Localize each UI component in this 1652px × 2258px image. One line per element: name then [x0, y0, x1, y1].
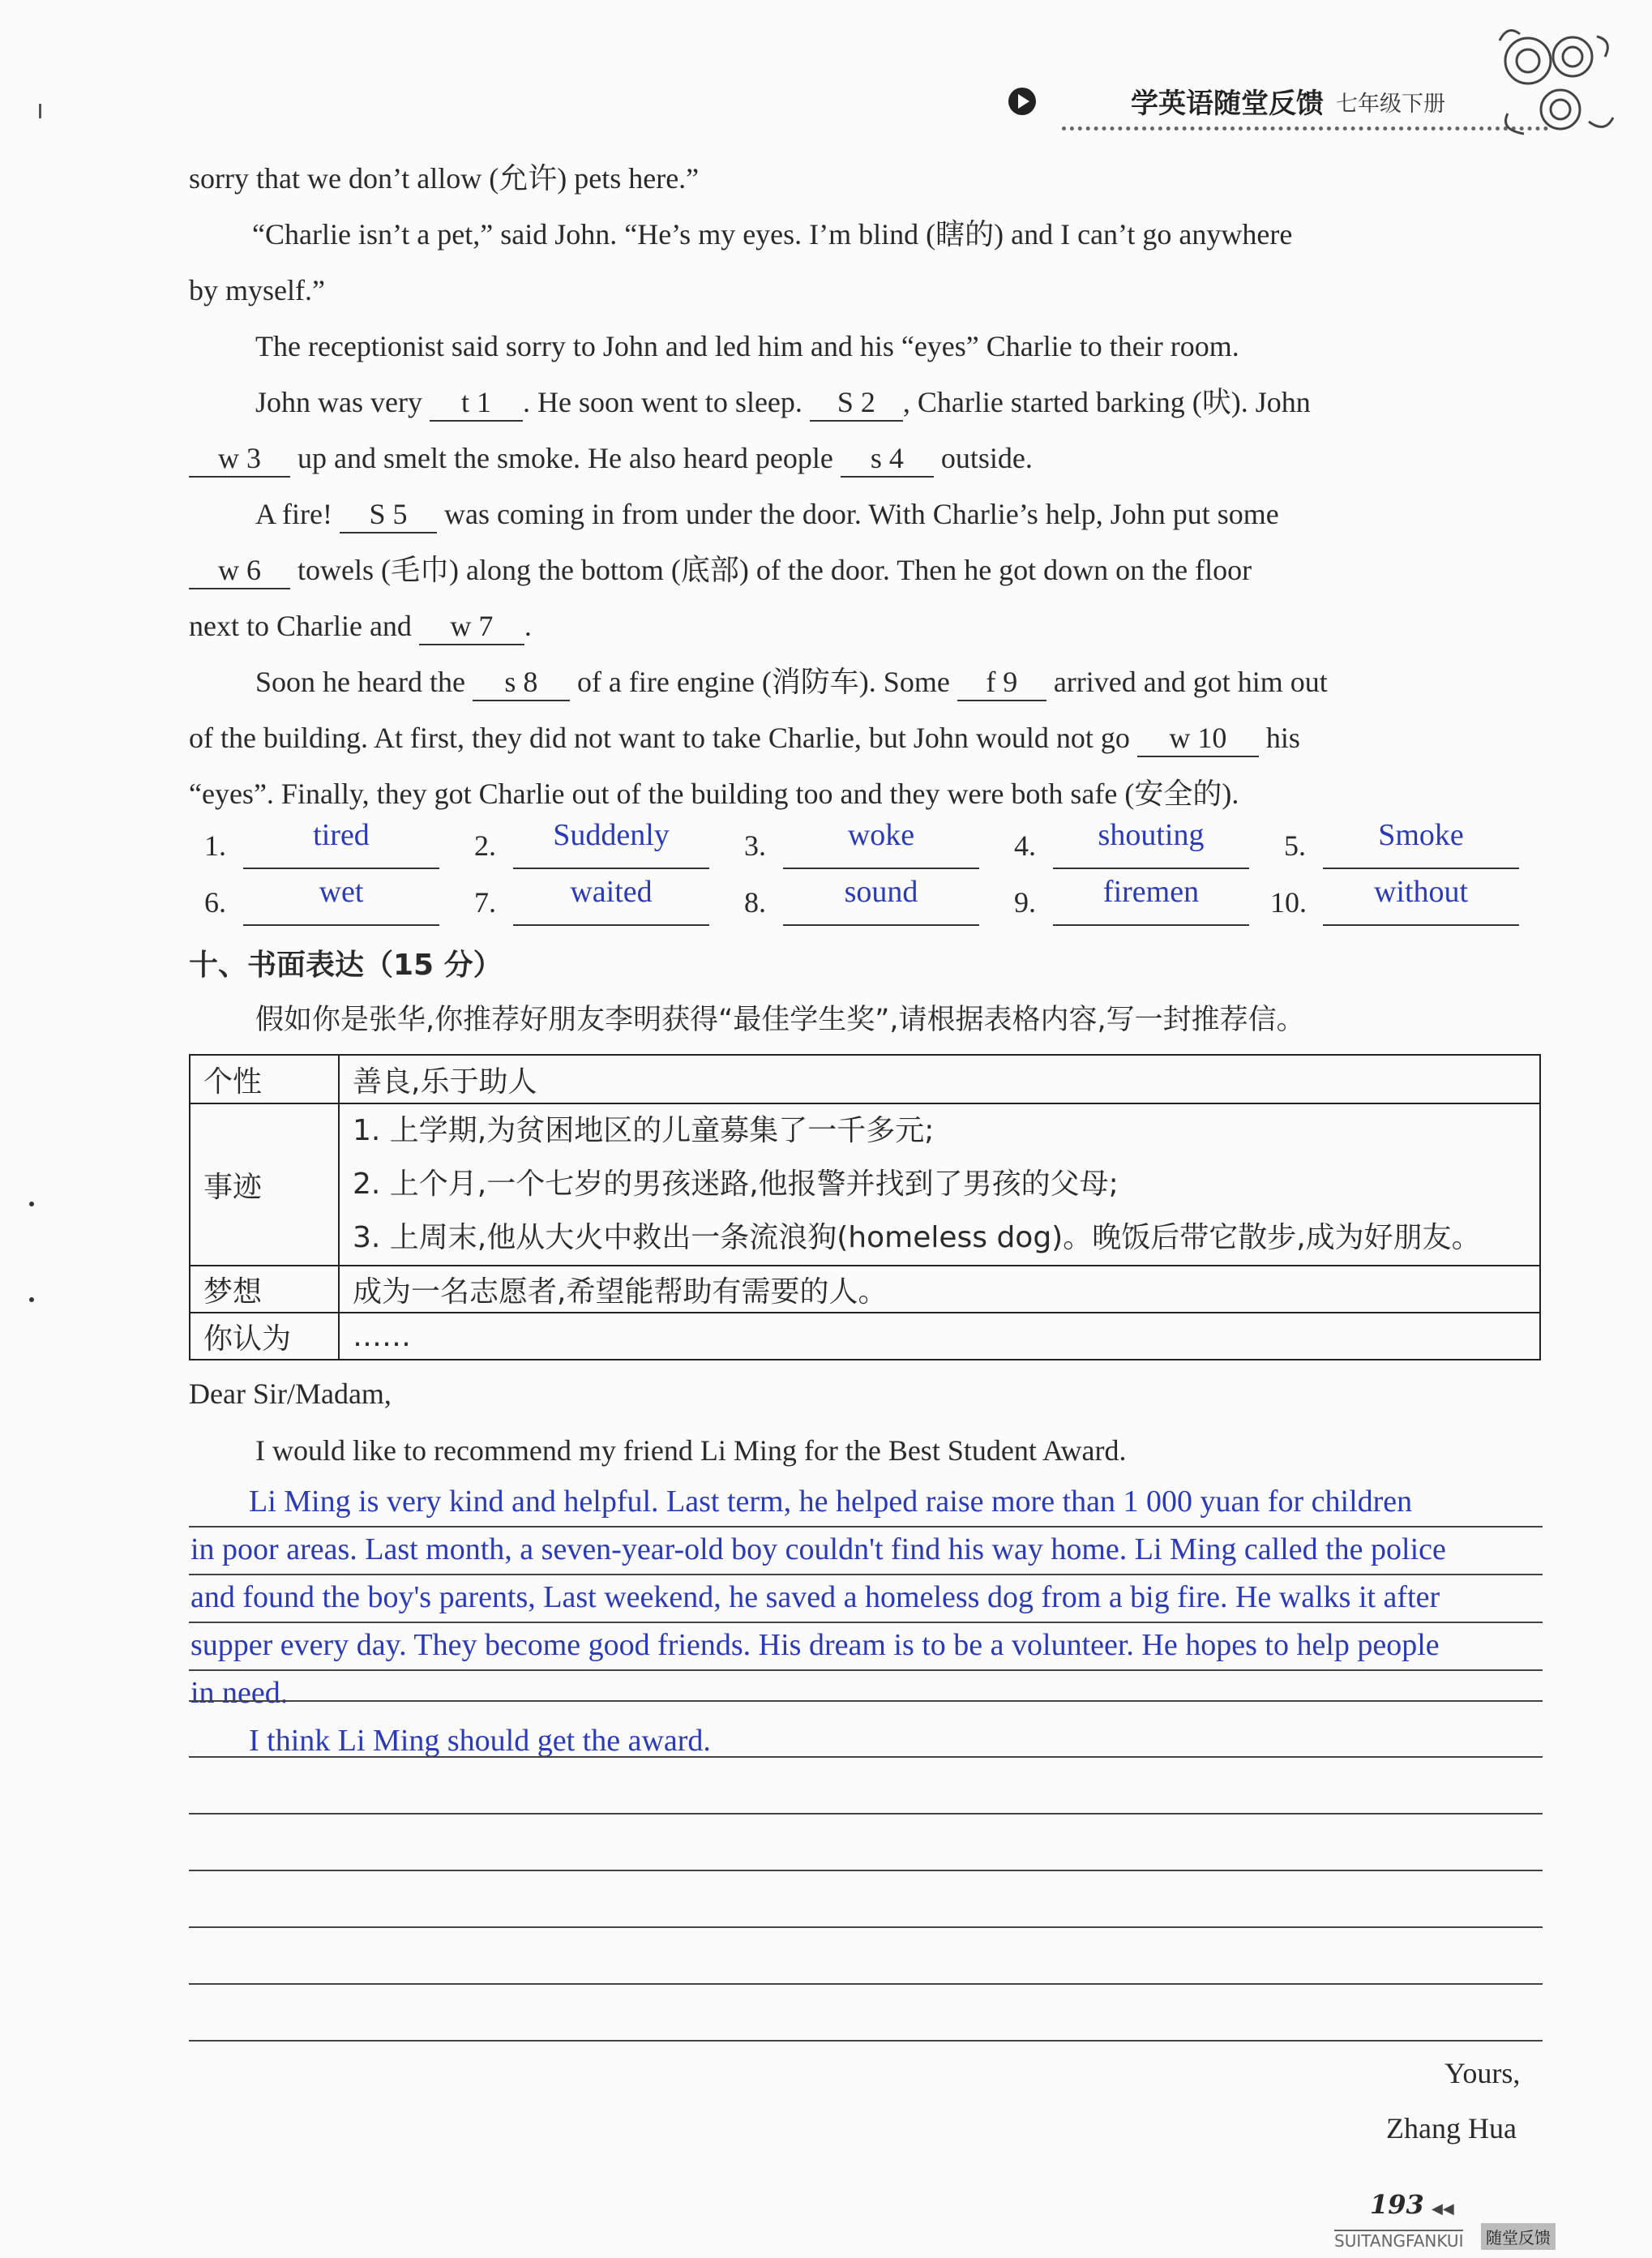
- writing-line: [189, 1926, 1543, 1928]
- table-label: 梦想: [190, 1266, 339, 1313]
- deed-item: 1. 上学期,为贫困地区的儿童募集了一千多元;: [353, 1114, 935, 1147]
- writing-line: [189, 1870, 1543, 1871]
- text: . He soon went to sleep.: [522, 386, 810, 418]
- footer-badge: 随堂反馈: [1481, 2223, 1556, 2250]
- essay-line: Li Ming is very kind and helpful. Last term, he helped raise more than 1 000 yuan for children: [249, 1485, 1413, 1519]
- table-value: 善良,乐于助人: [339, 1055, 1540, 1103]
- passage-line: by myself.”: [189, 274, 325, 306]
- answer-number: 3.: [744, 829, 766, 862]
- answer-text: firemen: [1102, 875, 1200, 909]
- passage-line: [255, 378, 1311, 426]
- blank-6: w 6: [189, 552, 290, 589]
- essay-line: in poor areas. Last month, a seven-year-old boy couldn't find his way home. Li Ming called the police: [190, 1532, 1446, 1566]
- passage-line: [189, 713, 1300, 762]
- answer-text: without: [1373, 875, 1469, 909]
- answer-number: 10.: [1270, 886, 1307, 919]
- passage-line: [189, 602, 532, 650]
- answer-underline: [513, 924, 709, 926]
- margin-mark: [39, 104, 41, 118]
- answer-underline: [1323, 924, 1519, 926]
- page-arrow-icon: ◀◀: [1432, 2200, 1454, 2217]
- answer-number: 4.: [1014, 829, 1036, 862]
- answer-number: 7.: [474, 886, 496, 919]
- flower-decoration-icon: [1492, 24, 1621, 146]
- letter-signature: Zhang Hua: [1386, 2112, 1517, 2144]
- table-value: 成为一名志愿者,希望能帮助有需要的人。: [339, 1266, 1540, 1313]
- text: of the building. At first, they did not want to take Charlie, but John would not go: [189, 722, 1137, 754]
- answer-underline: [513, 868, 709, 869]
- table-label: 事迹: [190, 1103, 339, 1266]
- writing-line: [189, 1756, 1543, 1758]
- info-table: [189, 1054, 1541, 1360]
- table-value: [339, 1103, 1540, 1266]
- answer-text: Suddenly: [553, 818, 670, 852]
- answer-text: sound: [844, 875, 918, 909]
- answer-number: 2.: [474, 829, 496, 862]
- deed-item: 2. 上个月,一个七岁的男孩迷路,他报警并找到了男孩的父母;: [353, 1168, 1119, 1201]
- answer-text: shouting: [1098, 818, 1205, 852]
- section-heading: 十、书面表达（15 分）: [189, 949, 503, 982]
- blank-7: w 7: [419, 608, 524, 645]
- answer-grid: [0, 811, 1652, 932]
- text: Soon he heard the: [255, 666, 473, 698]
- answer-underline: [1053, 924, 1249, 926]
- text: outside.: [933, 442, 1033, 474]
- table-row: [190, 1313, 1540, 1360]
- answer-number: 8.: [744, 886, 766, 919]
- section-prompt: 假如你是张华,你推荐好朋友李明获得“最佳学生奖”,请根据表格内容,写一封推荐信。: [255, 1004, 1305, 1036]
- blank-8: s 8: [473, 664, 570, 701]
- text: towels (毛巾) along the bottom (底部) of the door. Then he got down on the floor: [290, 554, 1252, 586]
- writing-line: [189, 1526, 1543, 1527]
- page-number: 193: [1370, 2189, 1424, 2220]
- writing-line: [189, 1669, 1543, 1671]
- header-subtitle: 七年级下册: [1336, 92, 1445, 117]
- answer-underline: [783, 868, 979, 869]
- text: A fire!: [255, 498, 340, 530]
- table-row: [190, 1103, 1540, 1266]
- answer-text: Smoke: [1378, 818, 1464, 852]
- answer-underline: [243, 868, 439, 869]
- writing-line: [189, 2040, 1543, 2042]
- text: next to Charlie and: [189, 610, 419, 642]
- blank-4: s 4: [841, 440, 934, 478]
- passage-line: [255, 658, 1328, 706]
- essay-line: and found the boy's parents, Last weekend, he saved a homeless dog from a big fire. He walks it after: [190, 1580, 1440, 1614]
- essay-line: in need.: [190, 1676, 289, 1710]
- text: arrived and got him out: [1046, 666, 1328, 698]
- answer-underline: [1323, 868, 1519, 869]
- writing-line: [189, 1813, 1543, 1815]
- margin-mark: [29, 1202, 34, 1206]
- essay-line: I think Li Ming should get the award.: [249, 1724, 711, 1758]
- answer-text: woke: [847, 818, 915, 852]
- answer-underline: [1053, 868, 1249, 869]
- writing-line: [189, 1700, 1543, 1702]
- margin-mark: [29, 1297, 34, 1302]
- text: , Charlie started barking (吠). John: [902, 386, 1311, 418]
- header: [0, 0, 1652, 146]
- answer-number: 6.: [204, 886, 226, 919]
- table-row: [190, 1055, 1540, 1103]
- blank-9: f 9: [957, 664, 1046, 701]
- table-label: 个性: [190, 1055, 339, 1103]
- passage: [189, 154, 1551, 819]
- answer-text: wet: [319, 875, 364, 909]
- blank-2: S 2: [810, 384, 903, 422]
- letter-closing: Yours,: [1444, 2057, 1521, 2089]
- text: was coming in from under the door. With Charlie’s help, John put some: [436, 498, 1279, 530]
- blank-3: w 3: [189, 440, 290, 478]
- passage-line: [255, 490, 1279, 538]
- header-divider: [1062, 126, 1548, 131]
- text: John was very: [255, 386, 430, 418]
- answer-number: 5.: [1284, 829, 1306, 862]
- answer-text: tired: [313, 818, 370, 852]
- blank-10: w 10: [1137, 720, 1259, 757]
- table-row: [190, 1266, 1540, 1313]
- answer-underline: [783, 924, 979, 926]
- letter-greeting: Dear Sir/Madam,: [189, 1378, 392, 1410]
- essay-line: supper every day. They become good friends. His dream is to be a volunteer. He hopes to help people: [190, 1628, 1440, 1662]
- passage-line: “eyes”. Finally, they got Charlie out of the building too and they were both safe (安全的).: [189, 778, 1239, 810]
- writing-line: [189, 1622, 1543, 1623]
- table-label: 你认为: [190, 1313, 339, 1360]
- table-value: ……: [339, 1313, 1540, 1360]
- text: of a fire engine (消防车). Some: [569, 666, 957, 698]
- answer-number: 9.: [1014, 886, 1036, 919]
- answer-underline: [243, 924, 439, 926]
- writing-line: [189, 1983, 1543, 1985]
- writing-line: [189, 1574, 1543, 1575]
- footer-brand: SUITANGFANKUI: [1334, 2231, 1464, 2251]
- text: .: [524, 610, 532, 642]
- answer-text: waited: [570, 875, 653, 909]
- passage-line: [189, 546, 1252, 594]
- text: up and smelt the smoke. He also heard people: [290, 442, 841, 474]
- header-title: 学英语随堂反馈: [1131, 88, 1324, 120]
- passage-line: sorry that we don’t allow (允许) pets here.”: [189, 162, 700, 195]
- letter-opening: I would like to recommend my friend Li Ming for the Best Student Award.: [255, 1434, 1127, 1467]
- text: his: [1258, 722, 1300, 754]
- passage-line: The receptionist said sorry to John and led him and his “eyes” Charlie to their room.: [255, 330, 1239, 362]
- passage-line: [189, 434, 1033, 482]
- play-icon: [1008, 88, 1036, 115]
- answer-number: 1.: [204, 829, 226, 862]
- blank-1: t 1: [430, 384, 523, 422]
- passage-line: “Charlie isn’t a pet,” said John. “He’s my eyes. I’m blind (瞎的) and I can’t go anywhere: [252, 218, 1293, 251]
- deed-item: 3. 上周末,他从大火中救出一条流浪狗(homeless dog)。晚饭后带它散步,成为好朋友。: [353, 1221, 1481, 1254]
- blank-5: S 5: [340, 496, 437, 533]
